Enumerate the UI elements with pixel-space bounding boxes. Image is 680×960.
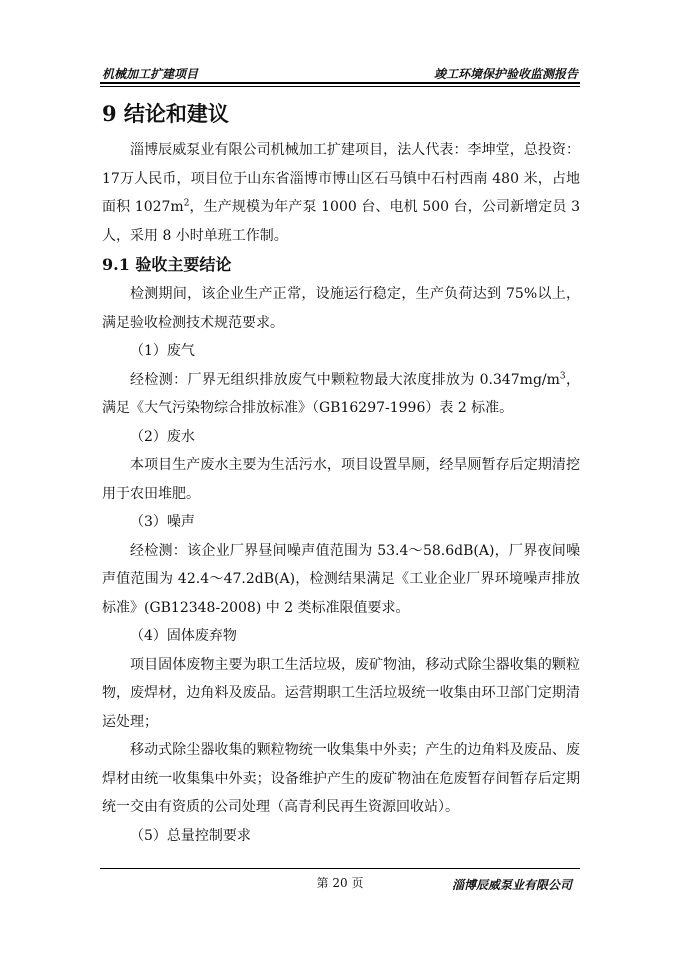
gas-unit-sup: 3 (559, 370, 566, 381)
solid-paragraph-1: 项目固体废物主要为职工生活垃圾，废矿物油，移动式除尘器收集的颗粒物，废焊材，边角料及废品。运营期职工生活垃圾统一收集由环卫部门定期清运处理； (102, 656, 580, 730)
overview-paragraph: 检测期间，该企业生产正常，设施运行稳定，生产负荷达到 75%以上，满足验收检测技术规范要求。 (102, 286, 580, 331)
total-heading: （5）总量控制要求 (130, 827, 251, 844)
subsection-title: 9.1 验收主要结论 (102, 255, 232, 274)
water-heading: （2）废水 (130, 428, 195, 445)
water-paragraph: 本项目生产废水主要为生活污水，项目设置旱厕，经旱厕暂存后定期清挖用于农田堆肥。 (102, 457, 580, 502)
solid-heading: （4）固体废弃物 (130, 628, 237, 644)
intro-text-a: 淄博辰威泵业有限公司机械加工扩建项目，法人代表：李坤堂，总投资：17万人民币，项目位于山东省淄博市博山区石马镇中石村西南 480 米，占地面积 1027m (102, 142, 580, 215)
header-right-title: 竣工环境保护验收监测报告 (433, 67, 578, 81)
header-rule (100, 82, 580, 87)
footer-company: 淄博辰威泵业有限公司 (451, 878, 572, 892)
intro-paragraph (102, 136, 580, 250)
header-left-title: 机械加工扩建项目 (102, 67, 199, 81)
noise-heading: （3）噪声 (130, 514, 195, 530)
section-title: 9 结论和建议 (102, 101, 229, 126)
solid-paragraph-2: 移动式除尘器收集的颗粒物统一收集集中外卖；产生的边角料及废品、废焊材由统一收集集中外卖；设备维护产生的废矿物油在危废暂存间暂存后定期统一交由有资质的公司处理（高青利民再生资源回收站）。 (102, 742, 580, 815)
page-footer (100, 874, 580, 892)
noise-paragraph: 经检测：该企业厂界昼间噪声值范围为 53.4～58.6dB(A)，厂界夜间噪声值范围为 42.4～47.2dB(A)，检测结果满足《工业企业厂界环境噪声排放标准》(GB12348-2008) 中 2 类标准限值要求。 (102, 542, 580, 616)
gas-heading: （1）废气 (130, 343, 195, 359)
footer-rule (100, 868, 580, 869)
gas-text-a: 经检测：厂界无组织排放废气中颗粒物最大浓度排放为 0.347mg/m (130, 371, 560, 388)
page-header (102, 62, 578, 82)
gas-text-b: ，满足《大气污染物综合排放标准》（GB16297-1996）表 2 标准。 (102, 371, 581, 416)
intro-text-b: ，生产规模为年产泵 1000 台、电机 500 台，公司新增定员 3 人，采用 8 小时单班工作制。 (102, 199, 580, 244)
document-body (102, 98, 580, 850)
gas-paragraph (102, 366, 580, 423)
page-number: 第 20 页 (316, 876, 364, 890)
intro-area-unit-sup: 2 (183, 198, 190, 209)
